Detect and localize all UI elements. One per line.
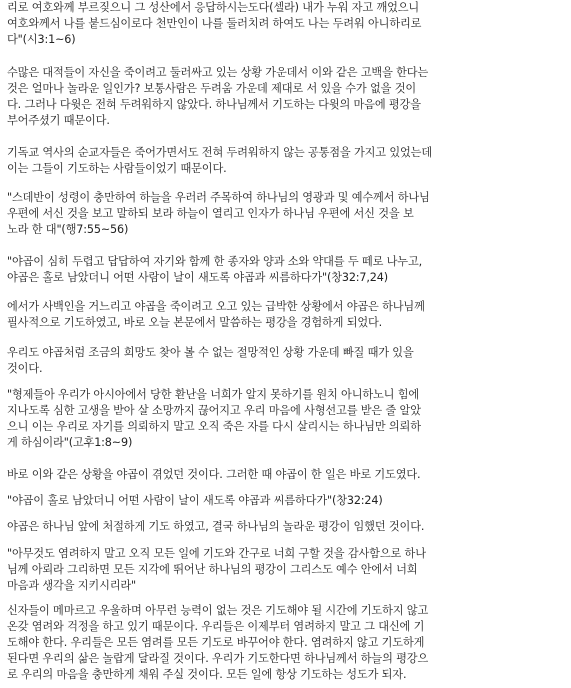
text-line: 야곱은 홀로 남았더니 어떤 사람이 날이 새도록 야곱과 씨름하다가"(창32:7,24) [7, 271, 388, 284]
text-line: 바로 이와 같은 상황을 야곱이 겪었던 것이다. 그러한 때 야곱이 한 일은 바로 기도였다. [7, 468, 421, 481]
text-line: 리로 여호와께 부르짖으니 그 성산에서 응답하시는도다(셀라) 내가 누워 자고 깨었으니 [7, 1, 420, 14]
text-line: 필사적으로 기도하였고, 바로 오늘 본문에서 말씀하는 평강을 경험하게 되었다. [7, 316, 383, 329]
paragraph-corinthians-quote [7, 387, 567, 451]
paragraph-martyrs [7, 145, 567, 177]
text-line: 도해야 한다. 우리들은 모든 염려를 모든 기도로 바꾸어야 한다. 염려하지 않고 기도하게 [7, 636, 425, 649]
text-line: 수많은 대적들이 자신을 죽이려고 둘러싸고 있는 상황 가운데서 이와 같은 고백을 한다는 [7, 66, 429, 79]
paragraph-esau-situation [7, 299, 567, 331]
paragraph-conclusion [7, 603, 567, 683]
paragraph-peace-came [7, 519, 567, 535]
text-line: 으니 이는 우리로 자기를 의뢰하지 말고 오직 죽은 자를 다시 살리시는 하나님만 의뢰하 [7, 420, 421, 433]
text-line: 에서가 사백인을 거느리고 야곱을 죽이려고 오고 있는 급박한 상황에서 야곱은 하나님께 [7, 300, 425, 313]
text-line: 부어주셨기 때문이다. [7, 114, 110, 127]
text-line: 우리도 야곱처럼 조금의 희망도 찾아 볼 수 없는 절망적인 상황 가운데 빠질 때가 있을 [7, 346, 414, 359]
text-line: 지나도록 심한 고생을 받아 살 소망까지 끊어지고 우리 마음에 사형선고를 받은 줄 알았 [7, 404, 421, 417]
text-line: 기독교 역사의 순교자들은 죽어가면서도 전혀 두려워하지 않는 공통점을 가지고 있었는데 [7, 146, 432, 159]
text-line: 다. 그러나 다윗은 전혀 두려워하지 않았다. 하나님께서 기도하는 다윗의 마음에 평강을 [7, 98, 421, 111]
text-line: "야곱이 홀로 남았더니 어떤 사람이 날이 새도록 야곱과 씨름하다가"(창32:24) [7, 494, 383, 507]
paragraph-genesis-quote [7, 493, 567, 509]
text-line: 된다면 우리의 삶은 놀랍게 달라질 것이다. 우리가 기도한다면 하나님께서 하늘의 평강으 [7, 652, 429, 665]
text-line: 신자들이 메마르고 우울하며 아무런 능력이 없는 것은 기도해야 될 시간에 기도하지 않고 [7, 604, 429, 617]
text-line: "형제들아 우리가 아시아에서 당한 환난을 너희가 알지 못하기를 원치 아니하노니 힘에 [7, 388, 420, 401]
paragraph-philippians-quote [7, 546, 567, 594]
text-line: 이는 그들이 기도하는 사람들이었기 때문이다. [7, 162, 227, 175]
paragraph-stephen-quote [7, 190, 567, 238]
paragraph-psalm-quote [7, 0, 567, 48]
text-line: 마음과 생각을 지키시리라" [7, 579, 137, 592]
paragraph-jacob-prayed [7, 467, 567, 483]
paragraph-jacob-quote [7, 254, 567, 286]
text-line: 로 우리의 마음을 충만하게 채워 주실 것이다. 모든 일에 항상 기도하는 성도가 되자. [7, 668, 407, 681]
text-line: 님께 아뢰라 그리하면 모든 지각에 뛰어난 하나님의 평강이 그리스도 예수 안에서 너희 [7, 563, 418, 576]
text-line: "스데반이 성령이 충만하여 하늘을 우러러 주목하여 하나님의 영광과 및 예수께서 하나님 [7, 191, 430, 204]
text-line: 것이다. [7, 362, 43, 375]
text-line: 야곱은 하나님 앞에 처절하게 기도 하였고, 결국 하나님의 놀라운 평강이 임했던 것이다. [7, 520, 425, 533]
text-line: 온갖 염려와 걱정을 하고 있기 때문이다. 우리들은 이제부터 염려하지 말고 그 대신에 기 [7, 620, 425, 633]
text-line: 것은 얼마나 놀라운 일인가? 보통사람은 두려움 가운데 제대로 서 있을 수가 없을 것이 [7, 82, 417, 95]
text-line: 게 하심이라"(고후1:8~9) [7, 436, 133, 449]
text-line: 다"(시3:1~6) [7, 33, 76, 46]
text-line: "아무것도 염려하지 말고 오직 모든 일에 기도와 간구로 너희 구할 것을 감사함으로 하나 [7, 547, 426, 560]
paragraph-our-despair [7, 345, 567, 377]
text-line: 노라 한 대"(행7:55~56) [7, 223, 129, 236]
text-line: 여호와께서 나를 붙드심이로다 천만인이 나를 둘러치려 하여도 나는 두려워 아니하리로 [7, 17, 422, 30]
text-line: "야곱이 심히 두렵고 답답하여 자기와 함께 한 종자와 양과 소와 약대를 두 떼로 나누고, [7, 255, 423, 268]
text-line: 우편에 서신 것을 보고 말하되 보라 하늘이 열리고 인자가 하나님 우편에 서신 것을 보 [7, 207, 414, 220]
paragraph-david-confession [7, 65, 567, 129]
